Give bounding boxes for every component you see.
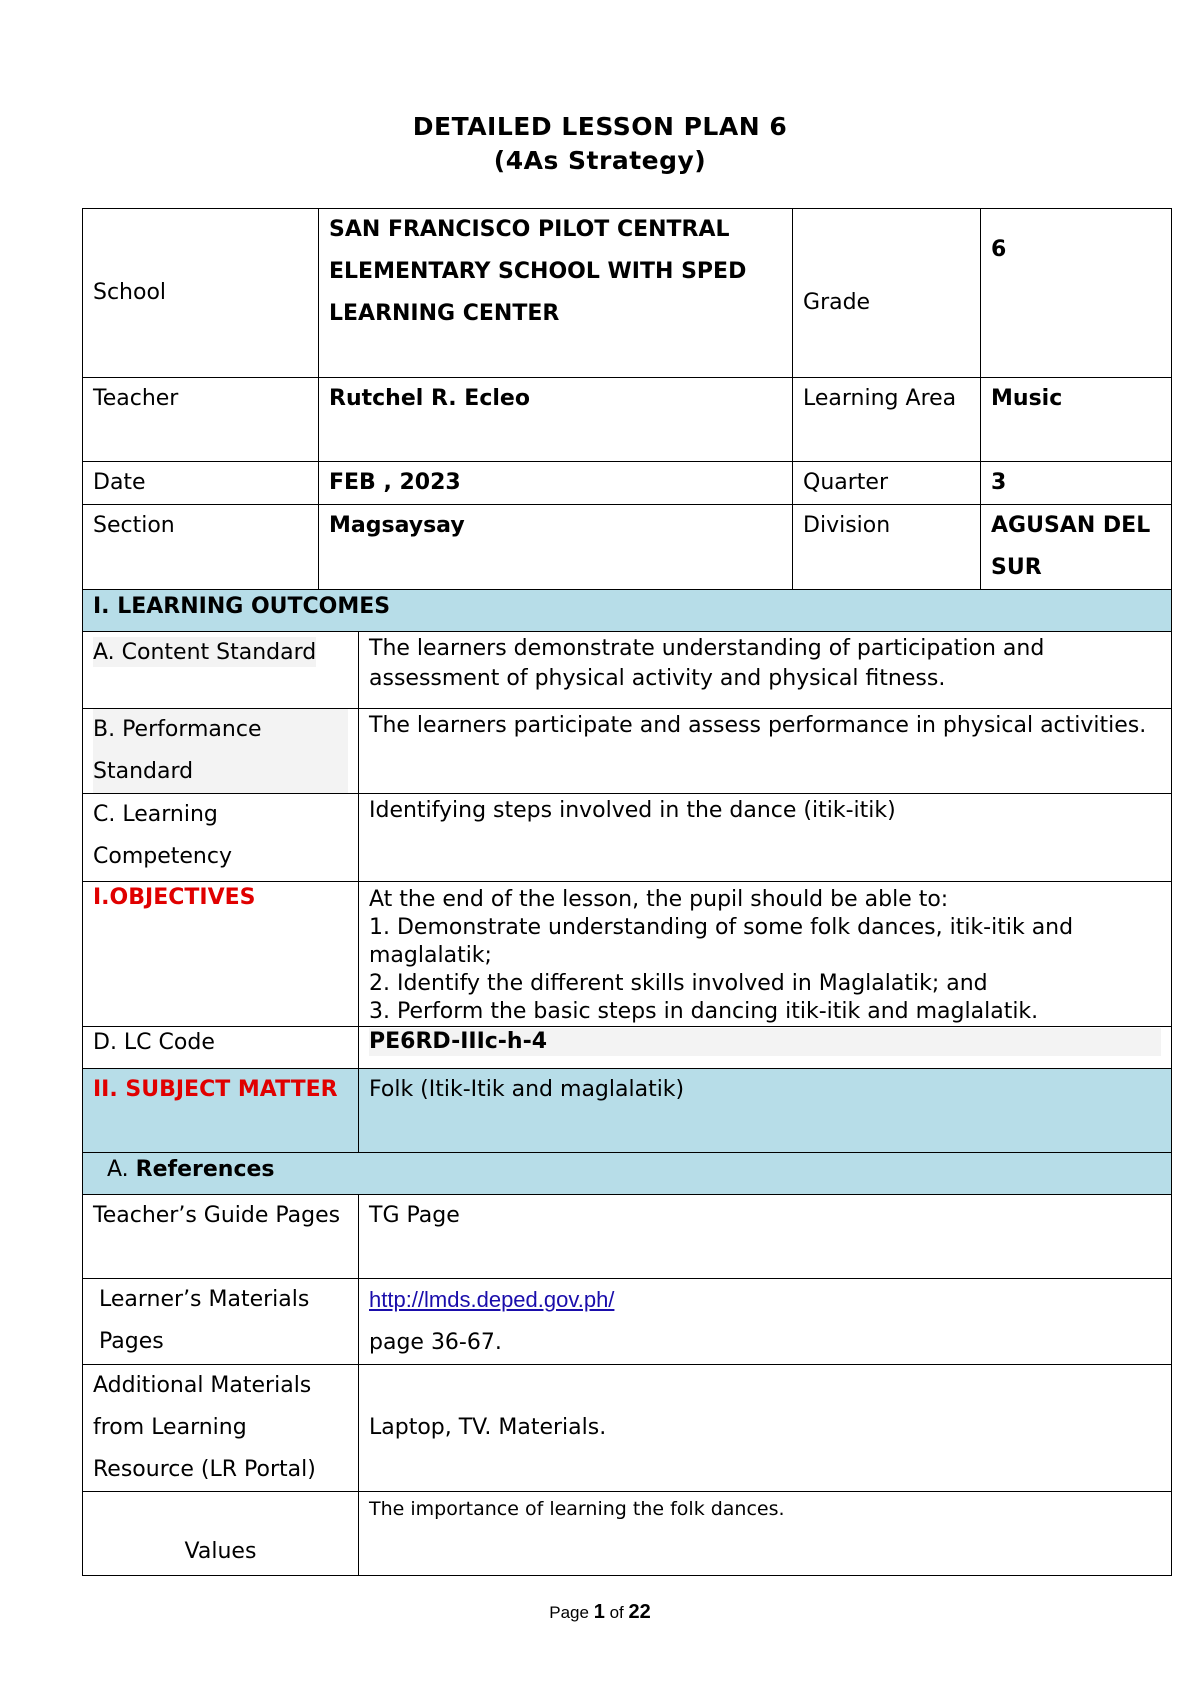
objective-item: 2. Identify the different skills involved in Maglalatik; and <box>369 971 988 996</box>
performance-standard-label-text: B. Performance Standard <box>93 709 348 793</box>
learning-outcomes-heading-row <box>83 590 1172 632</box>
date-value: FEB , 2023 <box>319 462 793 505</box>
references-prefix: A. <box>107 1157 136 1182</box>
teachers-guide-label: Teacher’s Guide Pages <box>83 1195 359 1279</box>
page-number: 1 <box>593 1601 605 1623</box>
teacher-row <box>83 378 1172 462</box>
learning-competency-label: C. Learning Competency <box>83 794 359 882</box>
division-label: Division <box>793 505 981 590</box>
learners-materials-label: Learner’s Materials Pages <box>83 1279 359 1365</box>
document-title: DETAILED LESSON PLAN 6 <box>412 112 788 141</box>
learners-materials-row <box>83 1279 1172 1365</box>
grade-value: 6 <box>981 209 1172 378</box>
teachers-guide-value: TG Page <box>359 1195 1172 1279</box>
learning-outcomes-heading: I. LEARNING OUTCOMES <box>83 590 1172 632</box>
learning-area-label: Learning Area <box>793 378 981 462</box>
learners-materials-page: page 36-67. <box>369 1330 502 1355</box>
section-label: Section <box>83 505 319 590</box>
references-heading <box>83 1153 1172 1195</box>
additional-materials-value: Laptop, TV. Materials. <box>359 1365 1172 1492</box>
page-word: Page <box>549 1603 589 1622</box>
references-heading-row <box>83 1153 1172 1195</box>
date-row <box>83 462 1172 505</box>
objectives-row <box>83 882 1172 1027</box>
additional-materials-row <box>83 1365 1172 1492</box>
of-word: of <box>609 1603 624 1622</box>
quarter-value: 3 <box>981 462 1172 505</box>
content-standard-value: The learners demonstrate understanding of participation and assessment of physical activity and physical fitness. <box>359 632 1172 709</box>
teacher-label: Teacher <box>83 378 319 462</box>
objectives-label: I.OBJECTIVES <box>83 882 359 1027</box>
subject-matter-value: Folk (Itik-Itik and maglalatik) <box>359 1069 1172 1153</box>
performance-standard-value: The learners participate and assess performance in physical activities. <box>359 709 1172 794</box>
lc-code-label: D. LC Code <box>83 1027 359 1069</box>
subject-matter-label: II. SUBJECT MATTER <box>83 1069 359 1153</box>
section-row <box>83 505 1172 590</box>
content-standard-label-text: A. Content Standard <box>93 637 316 667</box>
lc-code-value <box>359 1027 1172 1069</box>
teacher-value: Rutchel R. Ecleo <box>319 378 793 462</box>
learning-competency-row <box>83 794 1172 882</box>
subject-matter-row <box>83 1069 1172 1153</box>
lc-code-value-text: PE6RD-IIIc-h-4 <box>369 1028 1161 1056</box>
performance-standard-row <box>83 709 1172 794</box>
grade-label: Grade <box>793 209 981 378</box>
values-label: Values <box>83 1492 359 1576</box>
teachers-guide-row <box>83 1195 1172 1279</box>
page-total: 22 <box>628 1601 651 1623</box>
references-label: References <box>135 1157 275 1182</box>
content-standard-label <box>83 632 359 709</box>
division-value: AGUSAN DEL SUR <box>981 505 1172 590</box>
section-value: Magsaysay <box>319 505 793 590</box>
learning-area-value: Music <box>981 378 1172 462</box>
objectives-list <box>359 882 1172 1027</box>
objectives-intro: At the end of the lesson, the pupil should be able to: <box>369 887 949 912</box>
lc-code-row <box>83 1027 1172 1069</box>
content-standard-row <box>83 632 1172 709</box>
school-label: School <box>83 209 319 378</box>
additional-materials-label: Additional Materials from Learning Resource (LR Portal) <box>83 1365 359 1492</box>
lrmds-link[interactable]: http://lmds.deped.gov.ph/ <box>369 1287 615 1312</box>
school-row <box>83 209 1172 378</box>
values-row <box>83 1492 1172 1576</box>
objective-item: 1. Demonstrate understanding of some folk dances, itik-itik and maglalatik; <box>369 915 1074 968</box>
lesson-plan-table <box>82 208 1172 1576</box>
learning-competency-value: Identifying steps involved in the dance (itik-itik) <box>359 794 1172 882</box>
values-value: The importance of learning the folk dances. <box>359 1492 1172 1576</box>
quarter-label: Quarter <box>793 462 981 505</box>
school-value: SAN FRANCISCO PILOT CENTRAL ELEMENTARY SCHOOL WITH SPED LEARNING CENTER <box>319 209 793 378</box>
document-subtitle: (4As Strategy) <box>493 146 707 175</box>
date-label: Date <box>83 462 319 505</box>
learners-materials-value <box>359 1279 1172 1365</box>
page-footer <box>0 1601 1200 1624</box>
performance-standard-label <box>83 709 359 794</box>
objective-item: 3. Perform the basic steps in dancing itik-itik and maglalatik. <box>369 999 1039 1024</box>
